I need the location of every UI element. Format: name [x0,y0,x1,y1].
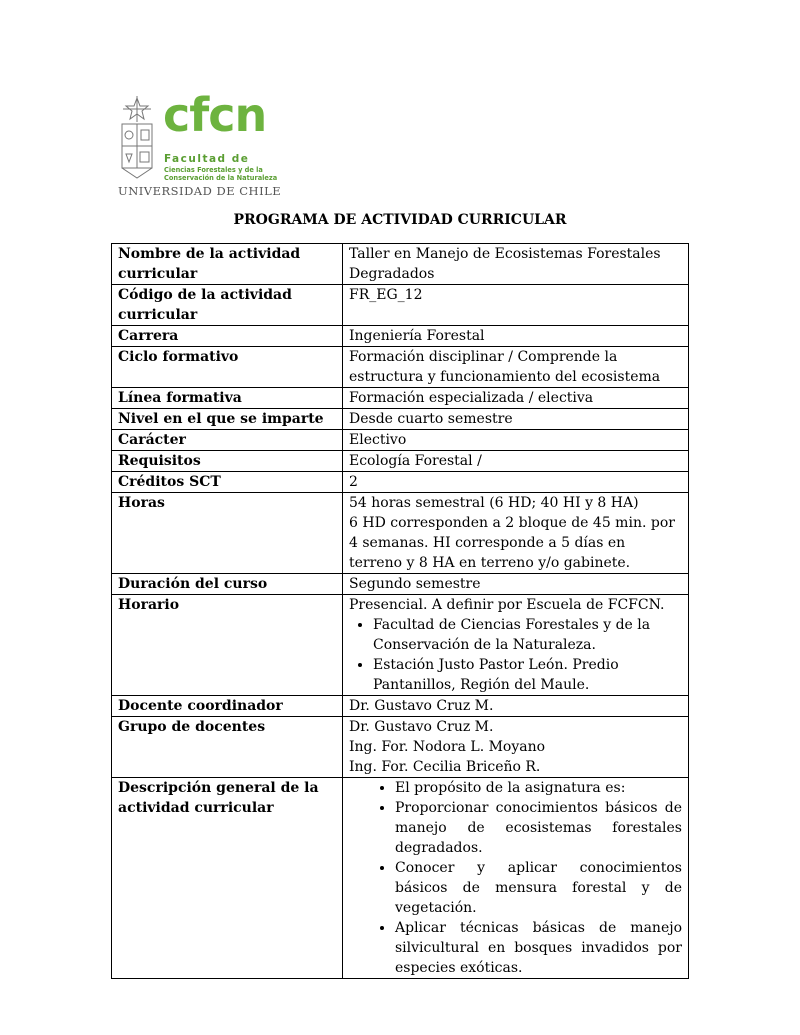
row-label: Horario [112,595,343,696]
schedule-list [349,615,682,695]
faculty-line-3: Conservación de la Naturaleza [164,174,278,182]
row-value: FR_EG_12 [343,285,689,326]
row-label: Nivel en el que se imparte [112,409,343,430]
description-list [349,778,682,978]
row-label: Horas [112,493,343,574]
list-item: • Facultad de Ciencias Forestales y de la Conservación de la Naturaleza. [373,615,682,655]
table-row [112,595,689,696]
row-value [343,778,689,979]
row-value: 2 [343,472,689,493]
list-item: • Conocer y aplicar conocimientos básicos de mensura forestal y de vegetación. [395,858,682,918]
row-label: Línea formativa [112,388,343,409]
table-row [112,347,689,388]
table-row [112,244,689,285]
table-row [112,493,689,574]
table-row [112,409,689,430]
list-item: • Aplicar técnicas básicas de manejo silvicultural en bosques invadidos por especies exóticas. [395,918,682,978]
row-value [343,717,689,778]
university-name: UNIVERSIDAD DE CHILE [118,184,282,198]
row-value: Formación especializada / electiva [343,388,689,409]
table-row [112,285,689,326]
cfcn-brand: cfcn [163,88,267,142]
teacher-name: Ing. For. Nodora L. Moyano [349,739,546,755]
schedule-intro: Presencial. A definir por Escuela de FCFCN. [349,597,665,613]
table-row [112,451,689,472]
row-value: Taller en Manejo de Ecosistemas Forestales Degradados [343,244,689,285]
row-label: Carácter [112,430,343,451]
row-label: Grupo de docentes [112,717,343,778]
list-item: • Estación Justo Pastor León. Predio Pantanillos, Región del Maule. [373,655,682,695]
curricular-table [111,243,689,979]
row-label: Carrera [112,326,343,347]
table-row [112,696,689,717]
row-label: Ciclo formativo [112,347,343,388]
row-value: Formación disciplinar / Comprende la estructura y funcionamiento del ecosistema [343,347,689,388]
row-value [343,493,689,574]
table-row [112,574,689,595]
row-value [343,595,689,696]
table-row [112,430,689,451]
row-label: Docente coordinador [112,696,343,717]
table-row [112,717,689,778]
row-label: Créditos SCT [112,472,343,493]
row-value: Dr. Gustavo Cruz M. [343,696,689,717]
hours-line-1: 54 horas semestral (6 HD; 40 HI y 8 HA) [349,495,639,511]
teacher-name: Dr. Gustavo Cruz M. [349,719,494,735]
list-item: • El propósito de la asignatura es: [395,778,682,798]
row-value: Electivo [343,430,689,451]
row-label: Código de la actividad curricular [112,285,343,326]
coat-of-arms-icon [117,96,157,186]
page-title: PROGRAMA DE ACTIVIDAD CURRICULAR [233,212,567,228]
row-value: Desde cuarto semestre [343,409,689,430]
list-item: • Proporcionar conocimientos básicos de manejo de ecosistemas forestales degradados. [395,798,682,858]
hours-line-2: 6 HD corresponden a 2 bloque de 45 min. por 4 semanas. HI corresponde a 5 días en terreno y 8 HA en terreno y/o gabinete. [349,515,675,571]
table-row [112,326,689,347]
faculty-line-2: Ciencias Forestales y de la [164,166,263,174]
table-row [112,778,689,979]
row-value: Segundo semestre [343,574,689,595]
university-logo [117,88,282,200]
row-label: Nombre de la actividad curricular [112,244,343,285]
row-value: Ingeniería Forestal [343,326,689,347]
row-value: Ecología Forestal / [343,451,689,472]
teacher-name: Ing. For. Cecilia Briceño R. [349,759,541,775]
faculty-line-1: Facultad de [164,153,250,165]
table-row [112,472,689,493]
row-label: Descripción general de la actividad curricular [112,778,343,979]
row-label: Duración del curso [112,574,343,595]
table-row [112,388,689,409]
row-label: Requisitos [112,451,343,472]
